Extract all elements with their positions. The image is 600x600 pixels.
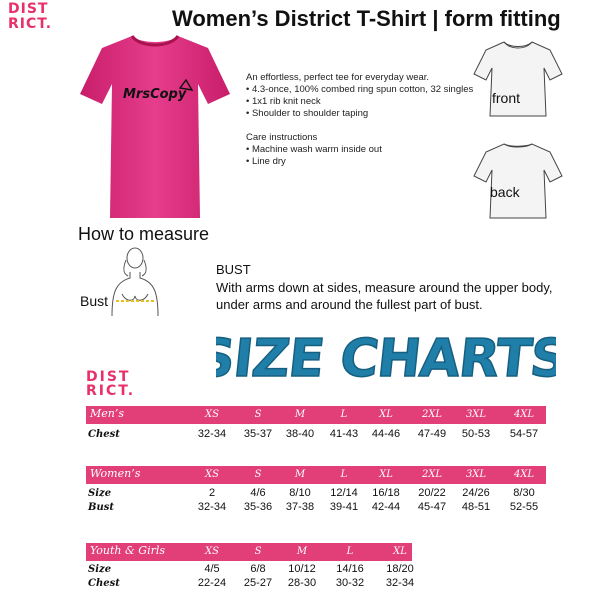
table-cell: 2 xyxy=(208,487,216,499)
bust-instructions: With arms down at sides, measure around the upper body, under arms and around the fullest part of bust. xyxy=(216,280,553,312)
feature-item: • 1x1 rib knit neck xyxy=(246,96,321,107)
shirt-back-image xyxy=(472,140,564,220)
size-header-3: L xyxy=(346,546,354,557)
page-title: Women’s District T-Shirt | form fitting xyxy=(172,6,561,31)
feature-item: • Shoulder to shoulder taping xyxy=(246,108,369,119)
size-header-4: XL xyxy=(393,546,407,557)
size-header-4: XL xyxy=(379,409,393,420)
tshirt-front-icon xyxy=(472,38,564,118)
size-header-1: S xyxy=(254,409,262,420)
logo-line-bottom: RICT. xyxy=(86,383,136,399)
size-header-1: S xyxy=(254,546,262,557)
size-header-3: L xyxy=(340,469,348,480)
row-label-bust: Bust xyxy=(88,502,114,513)
table-cell: 47-49 xyxy=(417,428,447,440)
size-header-2: M xyxy=(294,409,306,420)
size-header-7: 4XL xyxy=(513,469,535,480)
bust-figure-icon xyxy=(104,246,166,318)
table-cell: 6/8 xyxy=(250,563,266,575)
table-cell: 45-47 xyxy=(417,501,447,513)
size-header-4: XL xyxy=(379,469,393,480)
size-header-1: S xyxy=(254,469,262,480)
care-title: Care instructions xyxy=(246,132,318,143)
table-cell: 48-51 xyxy=(461,501,491,513)
table-cell: 39-41 xyxy=(329,501,359,513)
table-cell: 18/20 xyxy=(386,563,414,575)
size-header-0: XS xyxy=(205,409,219,420)
bust-figure-label: Bust xyxy=(80,293,109,309)
district-logo xyxy=(8,2,58,32)
table-cell: 37-38 xyxy=(285,501,315,513)
body-figure xyxy=(104,246,166,318)
table-cell: 32-34 xyxy=(197,428,227,440)
size-header-6: 3XL xyxy=(465,469,487,480)
tee-graphic-text: MrsCopy xyxy=(123,87,187,102)
youth-title: Youth & Girls xyxy=(90,544,166,557)
table-cell: 32-34 xyxy=(385,577,415,589)
size-header-5: 2XL xyxy=(421,409,443,420)
table-cell: 30-32 xyxy=(335,577,365,589)
back-label: back xyxy=(490,184,520,200)
front-label: front xyxy=(492,90,521,106)
product-description xyxy=(246,72,476,168)
tshirt-icon xyxy=(80,32,230,222)
size-header-6: 3XL xyxy=(465,409,487,420)
mens-title: Men’s xyxy=(90,407,124,420)
size-charts-text: SIZE CHARTS xyxy=(216,329,556,388)
table-cell: 12/14 xyxy=(330,487,358,499)
table-cell: 35-37 xyxy=(243,428,273,440)
table-cell: 42-44 xyxy=(371,501,401,513)
size-header-5: 2XL xyxy=(421,469,443,480)
shirt-front-image xyxy=(472,38,564,118)
table-cell: 32-34 xyxy=(197,501,227,513)
table-cell: 28-30 xyxy=(287,577,317,589)
table-cell: 38-40 xyxy=(285,428,315,440)
feature-item: • 4.3-once, 100% combed ring spun cotton, 32 singles xyxy=(246,84,474,95)
description-intro: An effortless, perfect tee for everyday wear. xyxy=(246,72,430,83)
size-header-2: M xyxy=(296,546,308,557)
row-label-size: Size xyxy=(88,488,112,499)
table-cell: 4/5 xyxy=(204,563,220,575)
table-cell: 44-46 xyxy=(371,428,401,440)
table-cell: 35-36 xyxy=(243,501,273,513)
table-cell: 4/6 xyxy=(250,487,266,499)
row-label-chest: Chest xyxy=(88,429,120,440)
district-logo-small xyxy=(86,370,136,398)
logo-line-top: DIST xyxy=(8,1,49,17)
womens-title: Women’s xyxy=(90,467,141,480)
bust-title: BUST xyxy=(216,262,251,277)
table-cell: 16/18 xyxy=(372,487,400,499)
table-cell: 54-57 xyxy=(509,428,539,440)
table-cell: 14/16 xyxy=(336,563,364,575)
logo-line-bottom: RICT. xyxy=(8,16,53,32)
size-header-2: M xyxy=(294,469,306,480)
row-label-chest: Chest xyxy=(88,578,120,589)
size-charts-graffiti xyxy=(216,322,556,388)
how-to-measure-heading: How to measure xyxy=(78,224,210,244)
size-header-0: XS xyxy=(205,546,219,557)
table-cell: 8/30 xyxy=(513,487,535,499)
table-cell: 10/12 xyxy=(288,563,316,575)
table-cell: 8/10 xyxy=(289,487,311,499)
table-cell: 24/26 xyxy=(462,487,490,499)
table-cell: 52-55 xyxy=(509,501,539,513)
care-item: • Machine wash warm inside out xyxy=(246,144,382,155)
care-item: • Line dry xyxy=(246,156,286,167)
size-charts-heading xyxy=(216,322,556,388)
tshirt-back-icon xyxy=(472,140,564,220)
table-cell: 25-27 xyxy=(243,577,273,589)
table-cell: 22-24 xyxy=(197,577,227,589)
row-label-size: Size xyxy=(88,564,112,575)
size-header-0: XS xyxy=(205,469,219,480)
table-cell: 50-53 xyxy=(461,428,491,440)
logo-line-top: DIST xyxy=(86,369,131,385)
size-header-7: 4XL xyxy=(513,409,535,420)
table-cell: 41-43 xyxy=(329,428,359,440)
size-header-3: L xyxy=(340,409,348,420)
pink-tshirt-image xyxy=(80,32,230,222)
table-cell: 20/22 xyxy=(418,487,446,499)
